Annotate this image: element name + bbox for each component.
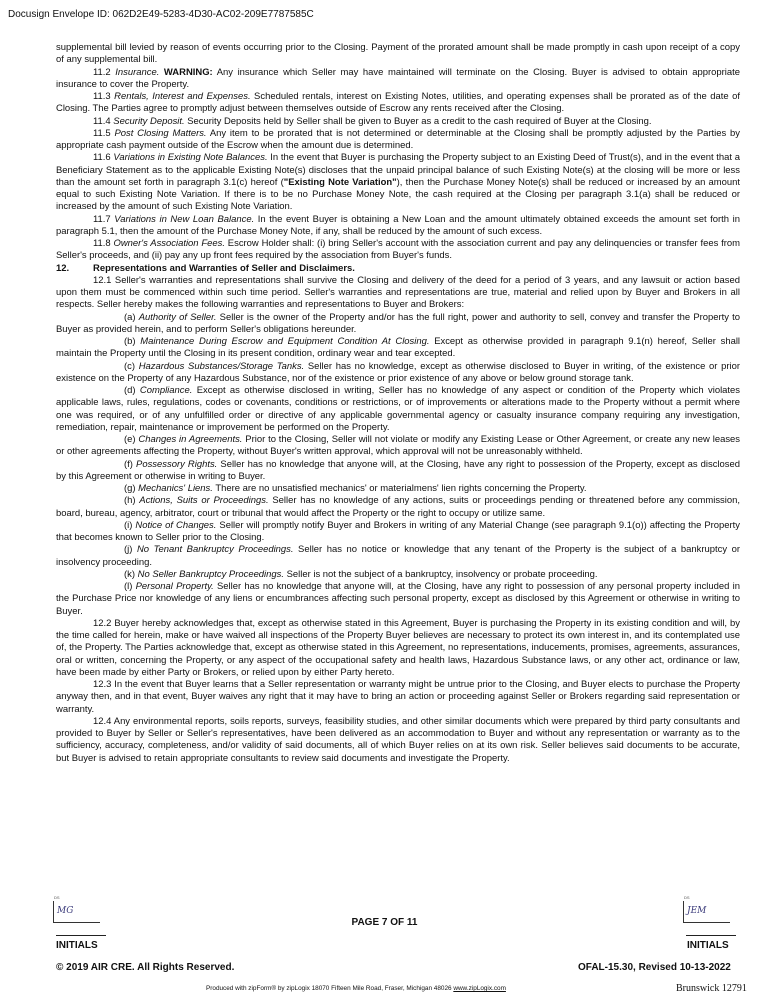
text-run: Except as otherwise disclosed in writing, Seller has no knowledge of any aspect or condition of the Property which violates applicable laws, rules, regulations, codes or covenants, conditions or restrictions, or of improvements or alterations made to the Property without a permit where one was required, or of any unfulfilled order or directive of any applicable governmental agency or casualty insurance company requiring any investigation, remediation, repair, maintenance or improvement be performed on the Property.	[56, 385, 741, 433]
text-run: Authority of Seller.	[138, 311, 217, 323]
text-run: In the event that Buyer is purchasing the Property subject to an Existing Deed of Trust(s), and in the event that a Beneficiary Statement as to the applicable Existing Note(s) discloses that the unpaid principal balance of such Existing Note(s) at the closing will be more or less than the amount set forth in paragraph 3.1(c) hereof (	[56, 152, 740, 188]
sig-box-bottom-edge-right	[683, 922, 730, 923]
paragraph	[56, 336, 740, 361]
text-run: Maintenance During Escrow and Equipment Condition At Closing.	[140, 336, 430, 347]
text-run: Scheduled rentals, interest on Existing Notes, utilities, and operating expenses shall be prorated as of the date of Closing. The Parties agree to promptly adjust between themselves outside of Escrow any rents received after the Closing.	[56, 91, 740, 115]
page-number: PAGE 7 OF 11	[351, 917, 418, 928]
text-run: (l)	[124, 581, 136, 592]
initials-label-right: INITIALS	[687, 940, 729, 951]
paragraph	[56, 238, 740, 263]
paragraph	[56, 214, 740, 239]
text-run: Actions, Suits or Proceedings.	[139, 495, 269, 507]
paragraph	[56, 716, 740, 765]
text-run: Notice of Changes.	[135, 519, 217, 531]
text-run: (b)	[124, 336, 141, 347]
envelope-id: Docusign Envelope ID: 062D2E49-5283-4D30-AC02-209E7787585C	[8, 9, 314, 20]
section-heading	[56, 263, 740, 275]
paragraph	[56, 152, 740, 213]
text-run: Mechanics' Liens.	[138, 483, 213, 494]
text-run: Prior to the Closing, Seller will not violate or modify any Existing Lease or Other Agreement, or create any new leases or other agreements affecting the Property, without Buyer's written approval, which approval will not be unreasonably withheld.	[56, 434, 741, 458]
produced-text: Produced with zipForm® by zipLogix 18070 Fifteen Mile Road, Fraser, Michigan 48026	[206, 985, 454, 992]
paragraph	[56, 483, 740, 495]
text-run: 12.1 Seller's warranties and representations shall survive the Closing and delivery of the deed for a period of 3 years, and any lawsuit or action based upon them must be commenced within such time period. Seller's warranties and representations are true, material and relied upon by Buyer and Brokers in all respects. Seller hereby makes the following warranties and representations to Buyer and Brokers:	[56, 274, 740, 311]
initials-box-right[interactable]	[683, 895, 730, 923]
text-run: (c)	[124, 360, 139, 372]
text-run: No Seller Bankruptcy Proceedings.	[137, 568, 284, 580]
paragraph	[56, 459, 740, 484]
paragraph	[56, 520, 740, 545]
text-run: 12.3 In the event that Buyer learns that a Seller representation or warranty might be untrue prior to the Closing, and Buyer elects to purchase the Property anyway then, and in that event, Buyer waives any right that it may have to bring an action or proceeding against Seller or Brokers regarding said representation or warranty.	[56, 679, 740, 715]
paragraph	[56, 42, 740, 67]
paragraph	[56, 275, 740, 312]
text-run: 11.6	[93, 152, 114, 164]
sig-box-label-right: DS	[684, 895, 690, 900]
text-run: Seller has no knowledge, except as otherwise disclosed to Buyer in writing, of the existence or prior existence on the Property of any Hazardous Substance, nor of the existence or prior existence of any above or below ground storage tank.	[56, 360, 740, 384]
brunswick-id: Brunswick 12791	[676, 983, 747, 994]
text-run: Seller has no knowledge that anyone will, at the Closing, have any right to possession of the Property, except as disclosed by this Agreement or otherwise in writing to Buyer.	[56, 458, 740, 482]
text-run: (f)	[124, 458, 137, 470]
sig-box-left-edge-right	[683, 901, 684, 923]
initials-signature-left: MG	[57, 906, 74, 916]
text-run: (j)	[124, 544, 137, 556]
text-run: Seller will promptly notify Buyer and Brokers in writing of any Material Change (see paragraph 9.1(o)) affecting the Property that becomes known to Seller prior to the Closing.	[56, 519, 741, 543]
text-run: (e)	[124, 434, 139, 445]
text-run: 12.4 Any environmental reports, soils reports, surveys, feasibility studies, and other similar documents which were prepared by third party consultants and provided to Buyer by Seller or Seller's representatives, have been delivered as an accommodation to Buyer and without any representation or warranty as to the sufficiency, accuracy, completeness, and/or validity of said documents, all of which Buyer relies on at its own risk. Seller believes said documents to be accurate, but Buyer is advised to retain appropriate consultants to review said documents and investigate the Property.	[56, 715, 740, 764]
text-run: Post Closing Matters.	[114, 127, 207, 139]
text-run: Insurance.	[115, 66, 160, 78]
paragraph	[56, 67, 740, 92]
text-run: Changes in Agreements.	[138, 434, 243, 445]
text-run: In the event Buyer is obtaining a New Loan and the amount ultimately obtained exceeds the amount set forth in paragraph 5.1, then the amount of the Purchase Money Note, if any, shall be reduced by the amount of such excess.	[56, 213, 740, 237]
text-run: Possessory Rights.	[136, 458, 218, 470]
initials-label-left: INITIALS	[56, 940, 98, 951]
text-run: (k)	[124, 568, 138, 580]
text-run: Escrow Holder shall: (i) bring Seller's account with the association current and pay any delinquencies or transfer fees from Seller's proceeds, and (ii) pay any up front fees required by the association from Buyer's funds.	[56, 238, 740, 262]
text-run: (i)	[124, 519, 136, 531]
paragraph	[56, 361, 740, 386]
document-body	[56, 42, 740, 765]
text-run: 11.3	[93, 91, 115, 102]
text-run: Representations and Warranties of Seller and Disclaimers.	[93, 262, 355, 274]
sig-box-label: DS	[54, 895, 60, 900]
text-run: Seller has no notice or knowledge that any tenant of the Property is the subject of a bankruptcy or insolvency proceeding.	[56, 544, 740, 568]
text-run: (a)	[124, 311, 139, 323]
text-run: Variations in Existing Note Balances.	[113, 152, 268, 164]
text-run: 11.7	[93, 213, 115, 225]
paragraph	[56, 91, 740, 116]
paragraph	[56, 495, 740, 520]
text-run: Any item to be prorated that is not determined or determinable at the Closing shall be promptly adjusted by the Parties by appropriate cash payment outside of the Escrow when the amount due is determined.	[56, 127, 740, 151]
text-run: Security Deposits held by Seller shall be given to Buyer as a credit to the cash required of Buyer at the Closing.	[184, 115, 652, 127]
text-run: 12.2 Buyer hereby acknowledges that, except as otherwise stated in this Agreement, Buyer is purchasing the Property in its existing condition and will, by the time called for herein, make or have waived all inspections of the Property Buyer believes are necessary to protect its own interest in, and its contemplated use of, the Property. The Parties acknowledge that, except as otherwise stated in this Agreement, no representations, inducements, promises, agreements, assurances, oral or written, concerning the Property, or any aspect of the occupational safety and health laws, Hazardous Substance laws, or any other act, ordinance or law, have been made by either Party or Brokers, or relied upon by either Party hereto.	[56, 617, 740, 678]
text-run: Any insurance which Seller may have maintained will terminate on the Closing. Buyer is advised to obtain appropriate insurance to cover the Property.	[56, 66, 740, 90]
text-run: No Tenant Bankruptcy Proceedings.	[136, 544, 294, 556]
text-run: Except as otherwise provided in paragraph 9.1(n) hereof, Seller shall maintain the Property until the Closing in its present condition, ordinary wear and tear excepted.	[56, 336, 741, 360]
text-run: 11.2	[93, 66, 116, 78]
text-run: Owner's Association Fees.	[113, 238, 225, 249]
ziplogix-link[interactable]: www.zipLogix.com	[453, 985, 506, 992]
text-run: supplemental bill levied by reason of events occurring prior to the Closing. Payment of the prorated amount shall be made promptly in cash upon receipt of a copy of any supplemental bill.	[56, 42, 740, 66]
paragraph	[56, 544, 740, 569]
text-run: ), then the Purchase Money Note(s) shall be reduced or increased by an amount equal to such Existing Note Variation. If there is to be no Purchase Money Note, the cash required at the Closing per paragraph 3.1(a) shall be reduced or increased by the amount of such Existing Note Variation.	[56, 176, 741, 213]
paragraph	[56, 385, 740, 434]
text-run: (d)	[124, 385, 140, 396]
paragraph	[56, 569, 740, 581]
paragraph	[56, 312, 740, 337]
produced-with	[206, 985, 506, 992]
form-id: OFAL-15.30, Revised 10-13-2022	[578, 962, 731, 973]
text-run: WARNING:	[163, 66, 213, 78]
text-run: Personal Property.	[135, 581, 214, 592]
initials-line-right	[686, 935, 736, 936]
text-run: 11.5	[93, 127, 115, 139]
copyright: © 2019 AIR CRE. All Rights Reserved.	[56, 962, 235, 973]
paragraph	[56, 581, 740, 618]
text-run: (g)	[124, 483, 139, 494]
text-run: (h)	[124, 495, 140, 507]
paragraph	[56, 434, 740, 459]
text-run: Variations in New Loan Balance.	[114, 213, 255, 225]
text-run: 11.8	[93, 238, 114, 249]
text-run: There are no unsatisfied mechanics' or materialmens' lien rights concerning the Property.	[212, 483, 587, 494]
initials-line-left	[56, 935, 106, 936]
paragraph	[56, 116, 740, 128]
text-run: Seller has no knowledge that anyone will, at the Closing, have any right to possession of any personal property included in the Purchase Price nor knowledge of any liens or encumbrances affecting such personal property, except as disclosed by this Agreement or otherwise in writing to Buyer.	[56, 581, 740, 617]
section-number: 12.	[56, 262, 70, 274]
paragraph	[56, 618, 740, 679]
text-run: "Existing Note Variation"	[283, 176, 397, 188]
text-run: Hazardous Substances/Storage Tanks.	[138, 360, 305, 372]
text-run: Security Deposit.	[113, 115, 185, 127]
text-run: Rentals, Interest and Expenses.	[114, 91, 251, 102]
paragraph	[56, 679, 740, 716]
text-run: 11.4	[93, 115, 114, 127]
text-run: Compliance.	[139, 385, 193, 396]
text-run: Seller is not the subject of a bankruptcy, insolvency or probate proceeding.	[284, 568, 598, 580]
text-run: Seller is the owner of the Property and/or has the full right, power and authority to sell, convey and transfer the Property to Buyer as provided herein, and to perform Seller's obligations hereunder.	[56, 311, 740, 335]
paragraph	[56, 128, 740, 153]
text-run: Seller has no knowledge of any actions, suits or proceedings pending or threatened before any commission, board, bureau, agency, arbitrator, court or tribunal that would affect the Property or the right to occupy or utilize same.	[56, 495, 740, 519]
initials-signature-right: JEM	[687, 906, 707, 916]
